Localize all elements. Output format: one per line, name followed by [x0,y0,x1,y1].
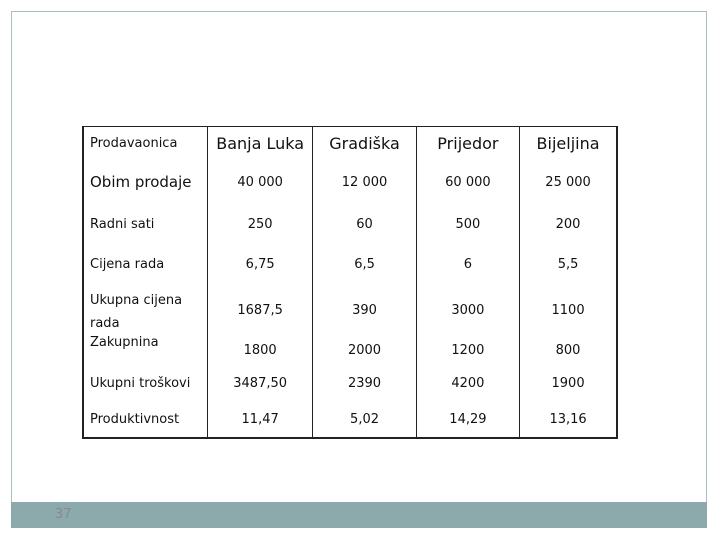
row-label: Obim prodaje [90,173,192,191]
header-cell: Gradiška [313,127,416,160]
table-cell: 60 000 [416,159,519,205]
table-cell: 14,29 [416,401,519,438]
table-row [83,285,617,335]
table-cell: 1100 [520,285,617,335]
table-row [83,401,617,438]
header-cell: Banja Luka [207,127,312,160]
table-cell: 60 [313,205,416,243]
header-cell: Bijeljina [520,127,617,160]
table-cell: 5,5 [520,243,617,285]
table-cell: 6,75 [207,243,312,285]
table-cell: 250 [207,205,312,243]
table-row [83,335,617,365]
table-cell: 13,16 [520,401,617,438]
table-cell: 11,47 [207,401,312,438]
row-label: Zakupnina [90,335,159,350]
table-cell: 5,02 [313,401,416,438]
table-row [83,205,617,243]
table-cell: 6 [416,243,519,285]
table-row [83,365,617,401]
row-label: Cijena rada [90,256,165,272]
footer-bar [11,502,707,528]
table-cell: 6,5 [313,243,416,285]
row-label: Ukupni troškovi [90,375,191,391]
table-cell: 1687,5 [207,285,312,335]
header-cell: Prijedor [416,127,519,160]
table-header-row [83,127,617,160]
table-cell: 40 000 [207,159,312,205]
table-row [83,159,617,205]
table-cell: 25 000 [520,159,617,205]
page-number: 37 [55,507,72,522]
table-cell: 1200 [416,335,519,365]
header-cell: Prodavaonica [90,135,178,151]
table-cell: 3487,50 [207,365,312,401]
table-cell: 2390 [313,365,416,401]
table-cell: 3000 [416,285,519,335]
table-cell: 1800 [207,335,312,365]
table-cell: 2000 [313,335,416,365]
data-table [82,126,618,439]
table-cell: 800 [520,335,617,365]
row-label: Radni sati [90,216,155,232]
row-label: Produktivnost [90,411,180,427]
table-cell: 1900 [520,365,617,401]
table-cell: 4200 [416,365,519,401]
table-row [83,243,617,285]
row-label: Ukupna cijena rada [90,293,183,331]
table-cell: 500 [416,205,519,243]
table-cell: 390 [313,285,416,335]
table-cell: 200 [520,205,617,243]
table-cell: 12 000 [313,159,416,205]
